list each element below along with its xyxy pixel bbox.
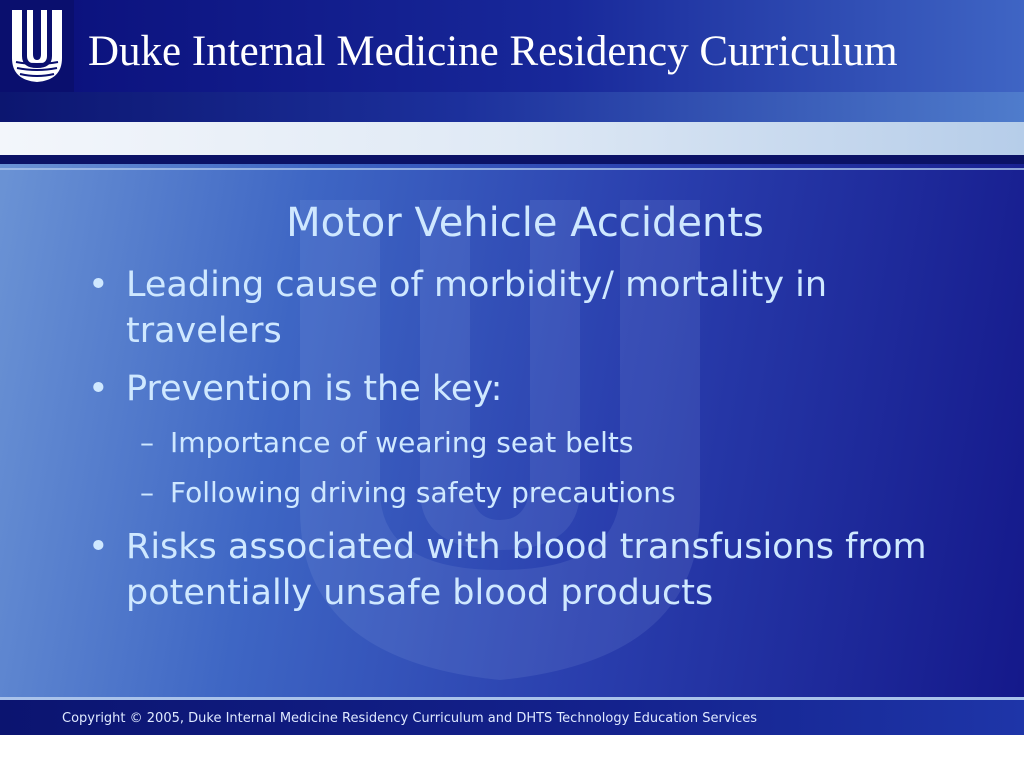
bullet-text: Prevention is the key: <box>126 369 503 409</box>
bullet-marker: • <box>88 527 109 567</box>
header-thin-line <box>0 168 1024 170</box>
list-item <box>88 366 958 412</box>
sub-list-item <box>88 474 958 512</box>
sub-bullet-text: Following driving safety precautions <box>170 476 676 509</box>
bullet-marker: • <box>88 265 109 305</box>
list-item <box>88 524 958 616</box>
header-bar <box>0 0 1024 92</box>
duke-shield-logo-icon <box>8 6 66 86</box>
bullet-text: Risks associated with blood transfusions from potentially unsafe blood products <box>126 527 927 613</box>
sub-list-item <box>88 424 958 462</box>
slide-heading: Motor Vehicle Accidents <box>286 200 764 246</box>
bullet-list <box>88 262 958 628</box>
sub-bullet-marker: – <box>140 426 154 459</box>
header-divider <box>0 155 1024 164</box>
header-band-dark <box>0 92 1024 122</box>
copyright-text: Copyright © 2005, Duke Internal Medicine Residency Curriculum and DHTS Technology Education Services <box>62 711 758 726</box>
sub-bullet-text: Importance of wearing seat belts <box>170 426 634 459</box>
bullet-text: Leading cause of morbidity/ mortality in travelers <box>126 265 828 351</box>
bullet-marker: • <box>88 369 109 409</box>
sub-bullet-marker: – <box>140 476 154 509</box>
presentation-title: Duke Internal Medicine Residency Curriculum <box>88 28 898 75</box>
footer-bar <box>0 700 1024 735</box>
header-band-light <box>0 122 1024 155</box>
logo-container <box>0 0 74 92</box>
list-item <box>88 262 958 354</box>
